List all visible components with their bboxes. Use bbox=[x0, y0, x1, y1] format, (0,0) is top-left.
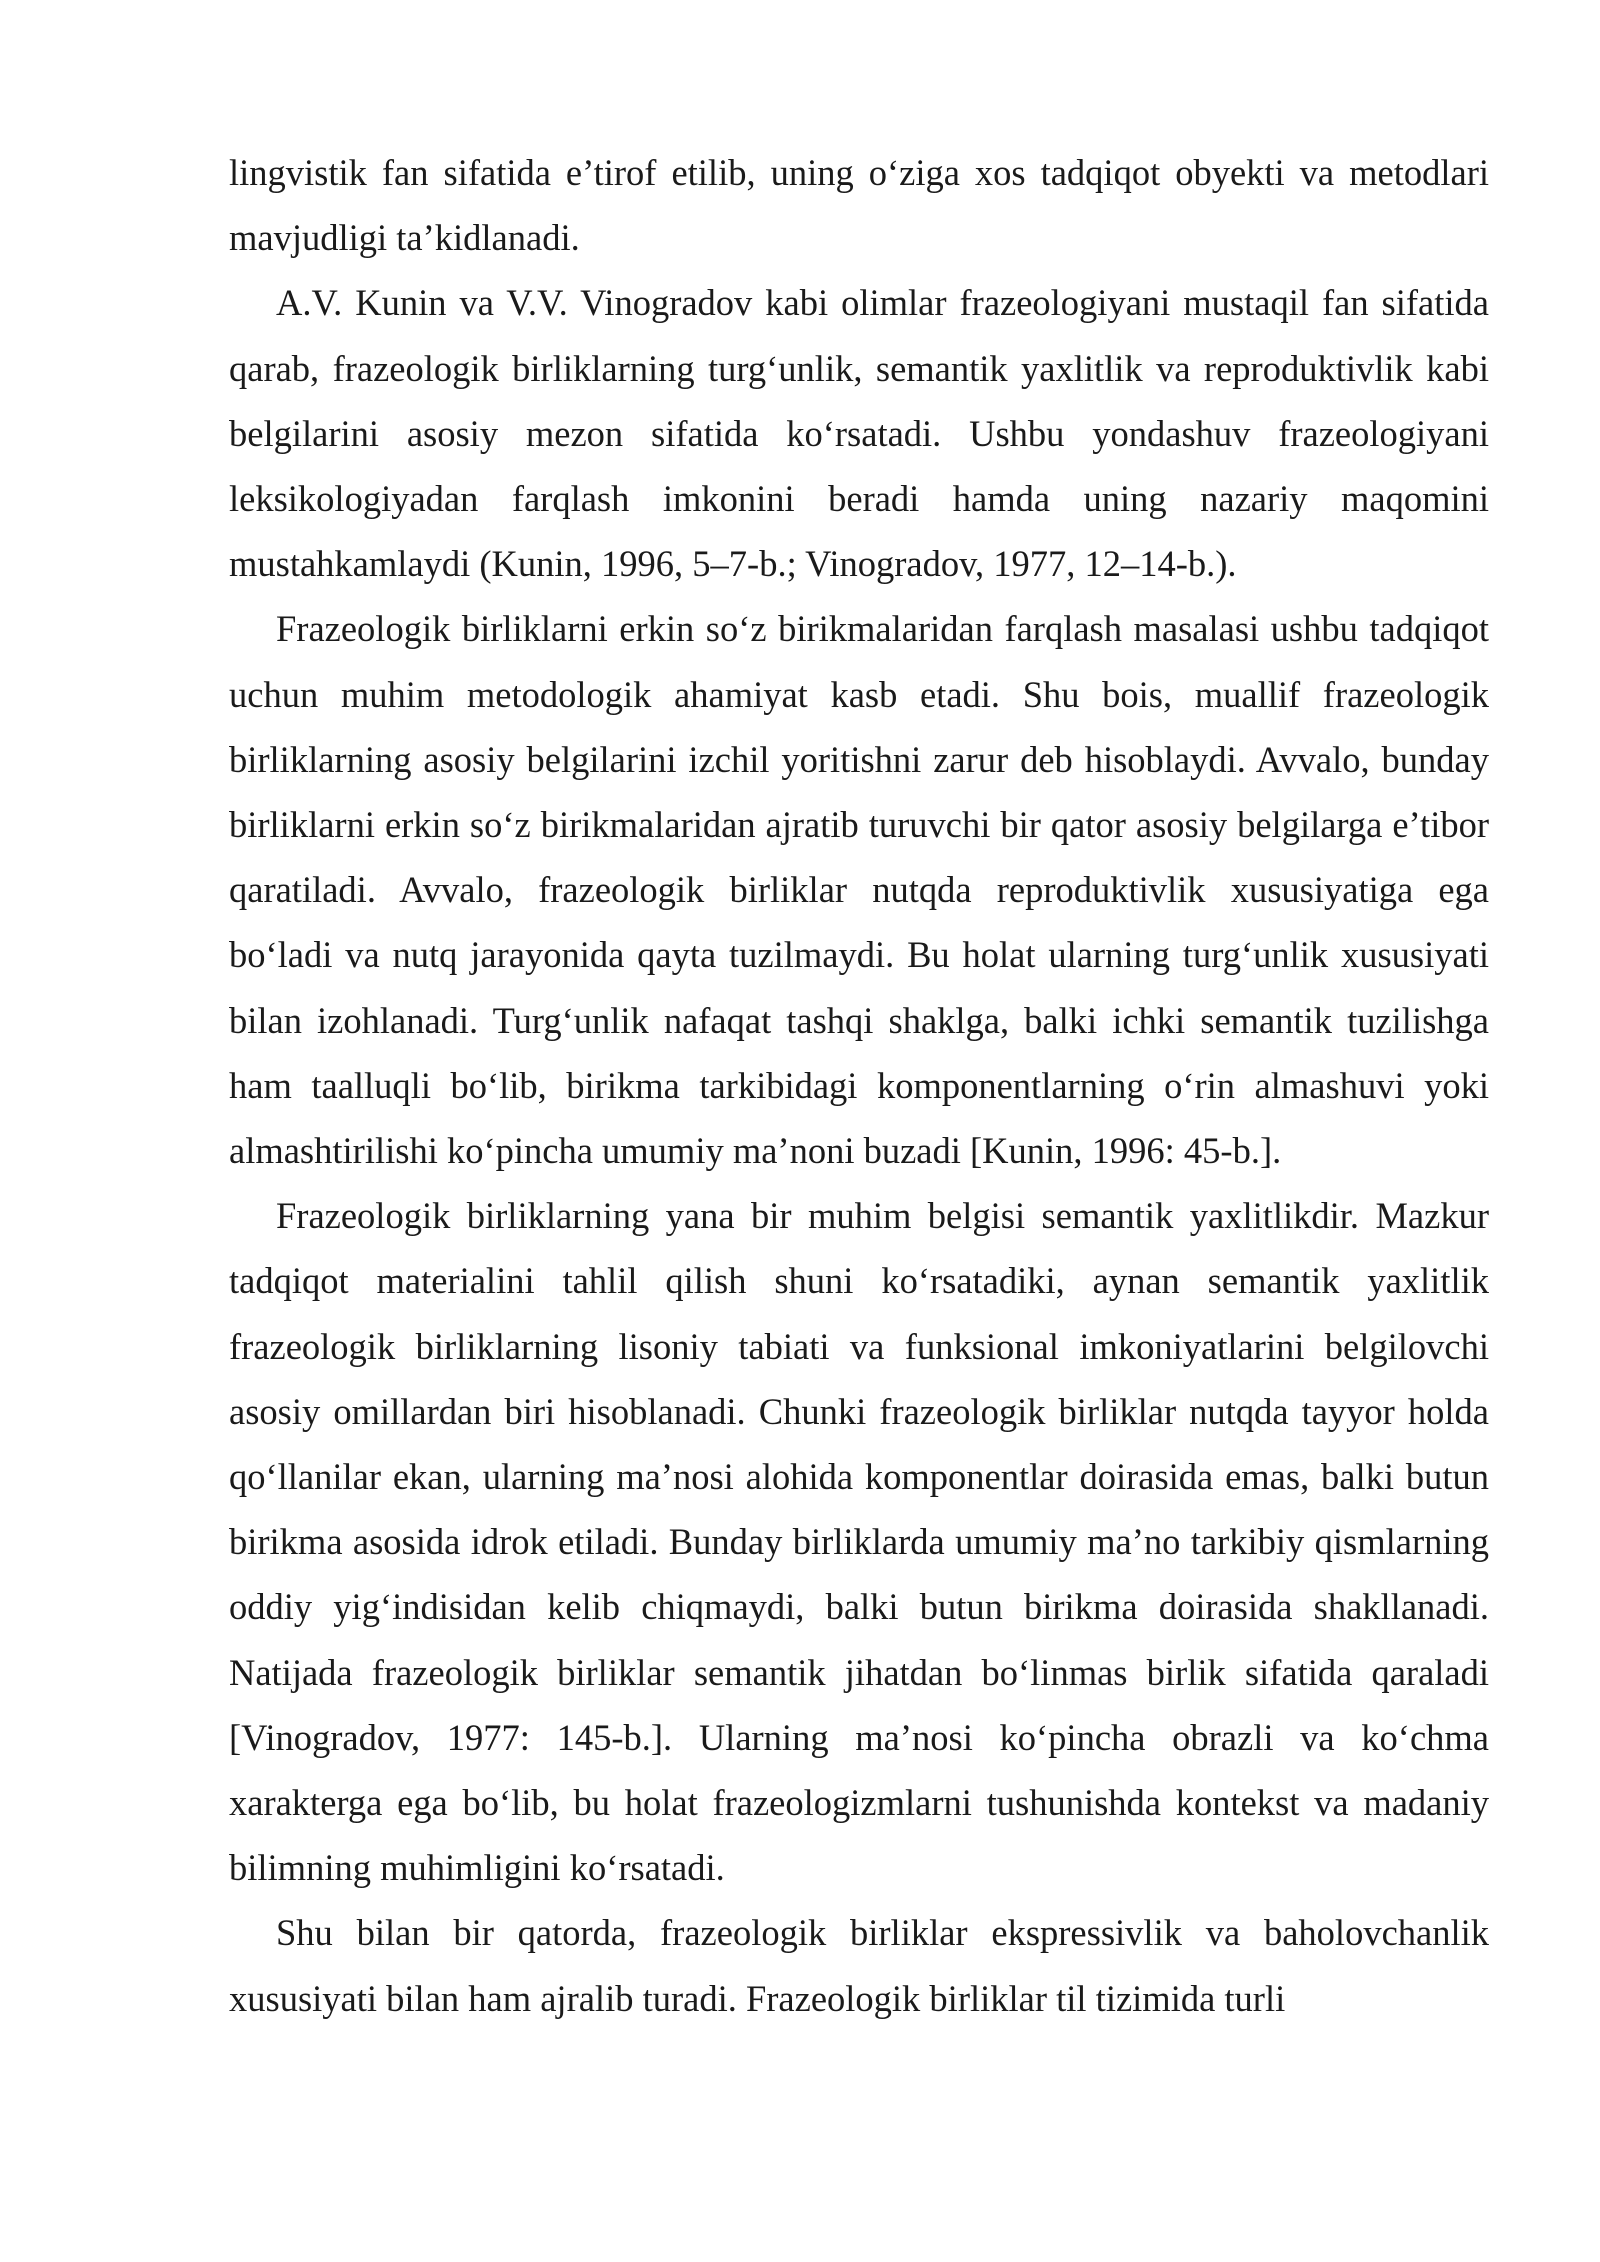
paragraph-distinction: Frazeologik birliklarni erkin so‘z birikmalaridan farqlash masalasi ushbu tadqiqot uchun muhim metodologik ahamiyat kasb etadi. Shu bois, muallif frazeologik birliklarning asosiy belgilarini izchil yoritishni zarur deb hisoblaydi. Avvalo, bunday birliklarni erkin so‘z birikmalaridan ajratib turuvchi bir qator asosiy belgilarga e’tibor qaratiladi. Avvalo, frazeologik birliklar nutqda reproduktivlik xususiyatiga ega bo‘ladi va nutq jarayonida qayta tuzilmaydi. Bu holat ularning turg‘unlik xususiyati bilan izohlanadi. Turg‘unlik nafaqat tashqi shaklga, balki ichki semantik tuzilishga ham taalluqli bo‘lib, birikma tarkibidagi komponentlarning o‘rin almashuvi yoki almashtirilishi ko‘pincha umumiy ma’noni buzadi [Kunin, 1996: 45-b.]. bbox=[229, 608, 1489, 1172]
paragraph-expressiveness: Shu bilan bir qatorda, frazeologik birliklar ekspressivlik va baholovchanlik xususiyati bilan ham ajralib turadi. Frazeologik birliklar til tizimida turli bbox=[229, 1912, 1489, 2019]
paragraph-kunin-vinogradov: A.V. Kunin va V.V. Vinogradov kabi olimlar frazeologiyani mustaqil fan sifatida qarab, frazeologik birliklarning turg‘unlik, semantik yaxlitlik va reproduktivlik kabi belgilarini asosiy mezon sifatida ko‘rsatadi. Ushbu yondashuv frazeologiyani leksikologiyadan farqlash imkonini beradi hamda uning nazariy maqomini mustahkamlaydi (Kunin, 1996, 5–7-b.; Vinogradov, 1977, 12–14-b.). bbox=[229, 282, 1489, 585]
document-page bbox=[229, 140, 1489, 2031]
paragraph-continued: lingvistik fan sifatida e’tirof etilib, uning o‘ziga xos tadqiqot obyekti va metodlari mavjudligi ta’kidlanadi. bbox=[229, 152, 1489, 259]
paragraph-semantic-integrity: Frazeologik birliklarning yana bir muhim belgisi semantik yaxlitlikdir. Mazkur tadqiqot materialini tahlil qilish shuni ko‘rsatadiki, aynan semantik yaxlitlik frazeologik birliklarning lisoniy tabiati va funksional imkoniyatlarini belgilovchi asosiy omillardan biri hisoblanadi. Chunki frazeologik birliklar nutqda tayyor holda qo‘llanilar ekan, ularning ma’nosi alohida komponentlar doirasida emas, balki butun birikma asosida idrok etiladi. Bunday birliklarda umumiy ma’no tarkibiy qismlarning oddiy yig‘indisidan kelib chiqmaydi, balki butun birikma doirasida shakllanadi. Natijada frazeologik birliklar semantik jihatdan bo‘linmas birlik sifatida qaraladi [Vinogradov, 1977: 145-b.]. Ularning ma’nosi ko‘pincha obrazli va ko‘chma xarakterga ega bo‘lib, bu holat frazeologizmlarni tushunishda kontekst va madaniy bilimning muhimligini ko‘rsatadi. bbox=[229, 1195, 1489, 1889]
